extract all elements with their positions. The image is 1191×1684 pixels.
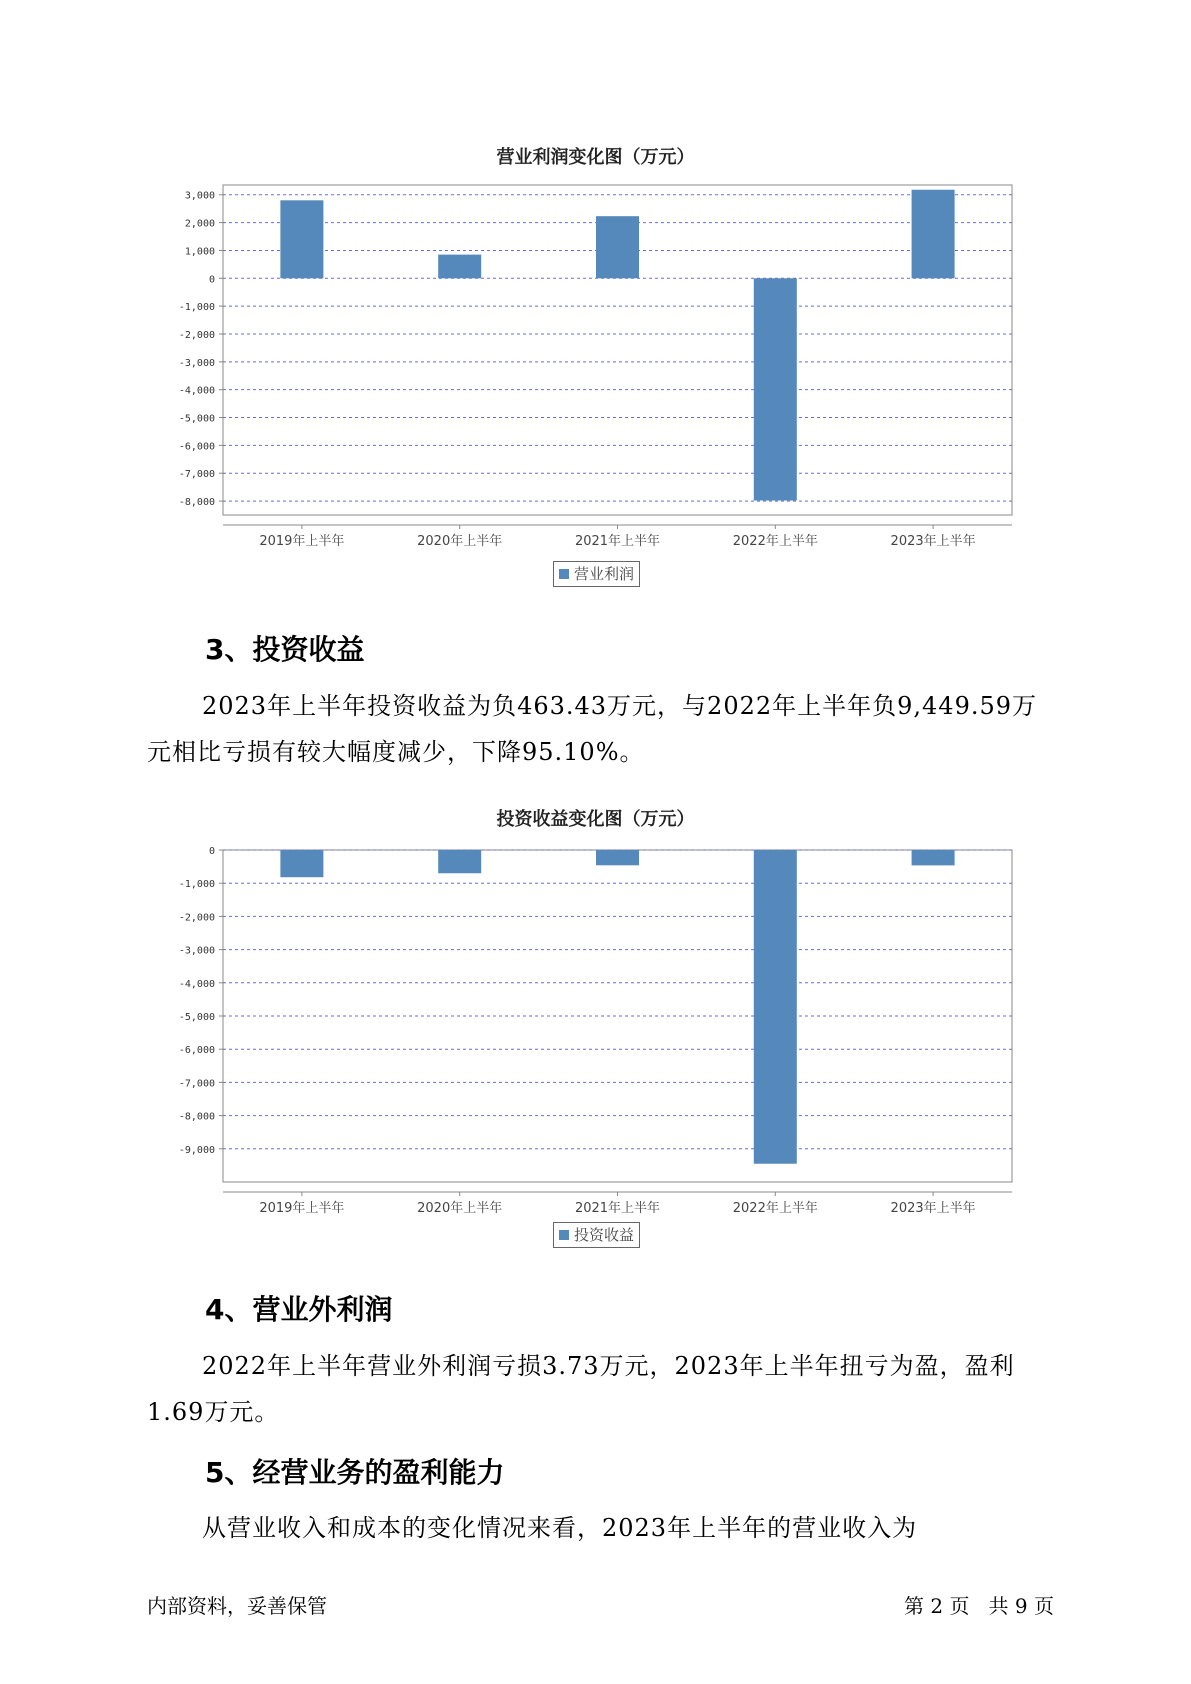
section4-heading: 4、营业外利润 (205, 1293, 393, 1326)
chart2-xtick-label: 2019年上半年 (259, 1201, 345, 1216)
section5-heading: 5、经营业务的盈利能力 (205, 1456, 505, 1489)
chart1-xtick-label: 2020年上半年 (417, 534, 503, 549)
section3-paragraph: 2023年上半年投资收益为负463.43万元，与2022年上半年负9,449.59万元相比亏损有较大幅度减少，下降95.10%。 (147, 692, 1038, 766)
footer-confidential: 内部资料，妥善保管 (147, 1594, 327, 1618)
chart2-ytick-label: -3,000 (178, 945, 215, 957)
section4-paragraph: 2022年上半年营业外利润亏损3.73万元，2023年上半年扭亏为盈，盈利1.69万元。 (147, 1352, 1015, 1426)
chart2-plot-area (223, 850, 1012, 1182)
chart1-ytick-label: -1,000 (178, 302, 215, 314)
chart2-ytick-label: -1,000 (178, 879, 215, 891)
chart2-bar (280, 850, 323, 877)
chart2-bar (438, 850, 481, 873)
chart2-ytick-label: -2,000 (178, 912, 215, 924)
chart1-legend-label: 营业利润 (574, 565, 635, 583)
chart2-xtick-label: 2023年上半年 (890, 1201, 976, 1216)
chart1-ytick-label: 0 (208, 274, 215, 286)
legend-swatch (559, 1230, 569, 1240)
chart2-ytick-label: 0 (208, 846, 215, 857)
chart2-legend (553, 1222, 640, 1248)
chart1-ytick-label: 1,000 (184, 246, 215, 258)
chart2-legend-label: 投资收益 (574, 1226, 635, 1244)
chart1-ytick-label: -4,000 (178, 385, 215, 397)
chart1-bar (280, 200, 323, 278)
chart1-ytick-label: -2,000 (178, 329, 215, 341)
chart1-ytick-label: -8,000 (178, 497, 215, 509)
chart1-title: 营业利润变化图（万元） (496, 147, 695, 168)
chart1-ytick-label: 3,000 (184, 190, 215, 202)
chart1-ytick-label: -7,000 (178, 469, 215, 481)
chart1-xtick-label: 2022年上半年 (732, 534, 818, 549)
chart2-ytick-label: -7,000 (178, 1078, 215, 1090)
chart2-ytick-label: -8,000 (178, 1111, 215, 1123)
chart2-bar (912, 850, 955, 865)
chart2-bar (754, 850, 797, 1164)
chart1-bar (754, 278, 797, 500)
legend-swatch (559, 569, 569, 579)
chart2-title: 投资收益变化图（万元） (496, 809, 695, 830)
chart2-xtick-label: 2022年上半年 (732, 1201, 818, 1216)
chart1-xtick-label: 2021年上半年 (574, 534, 661, 549)
chart1-xtick-label: 2023年上半年 (890, 534, 976, 549)
chart1-bar (596, 216, 639, 278)
chart1-xtick-label: 2019年上半年 (259, 534, 345, 549)
chart1-bar (438, 255, 481, 279)
chart2-ytick-label: -4,000 (178, 978, 215, 990)
section5-paragraph: 从营业收入和成本的变化情况来看，2023年上半年的营业收入为 (202, 1514, 918, 1542)
chart1-bar (912, 190, 955, 279)
chart1-ytick-label: -3,000 (178, 357, 215, 369)
investment-income-chart (0, 835, 1191, 1235)
chart2-ytick-label: -5,000 (178, 1012, 215, 1023)
section3-heading: 3、投资收益 (205, 633, 365, 666)
footer-page-number: 第 2 页 共 9 页 (904, 1594, 1054, 1618)
chart1-ytick-label: 2,000 (184, 218, 215, 230)
chart1-ytick-label: -5,000 (178, 413, 215, 425)
chart2-ytick-label: -6,000 (178, 1045, 215, 1057)
chart2-xtick-label: 2021年上半年 (574, 1201, 661, 1216)
chart2-xtick-label: 2020年上半年 (417, 1201, 503, 1216)
operating-profit-chart (0, 170, 1191, 570)
chart1-ytick-label: -6,000 (178, 441, 215, 453)
chart1-legend (553, 561, 640, 587)
chart2-bar (596, 850, 639, 865)
chart2-ytick-label: -9,000 (178, 1144, 215, 1156)
